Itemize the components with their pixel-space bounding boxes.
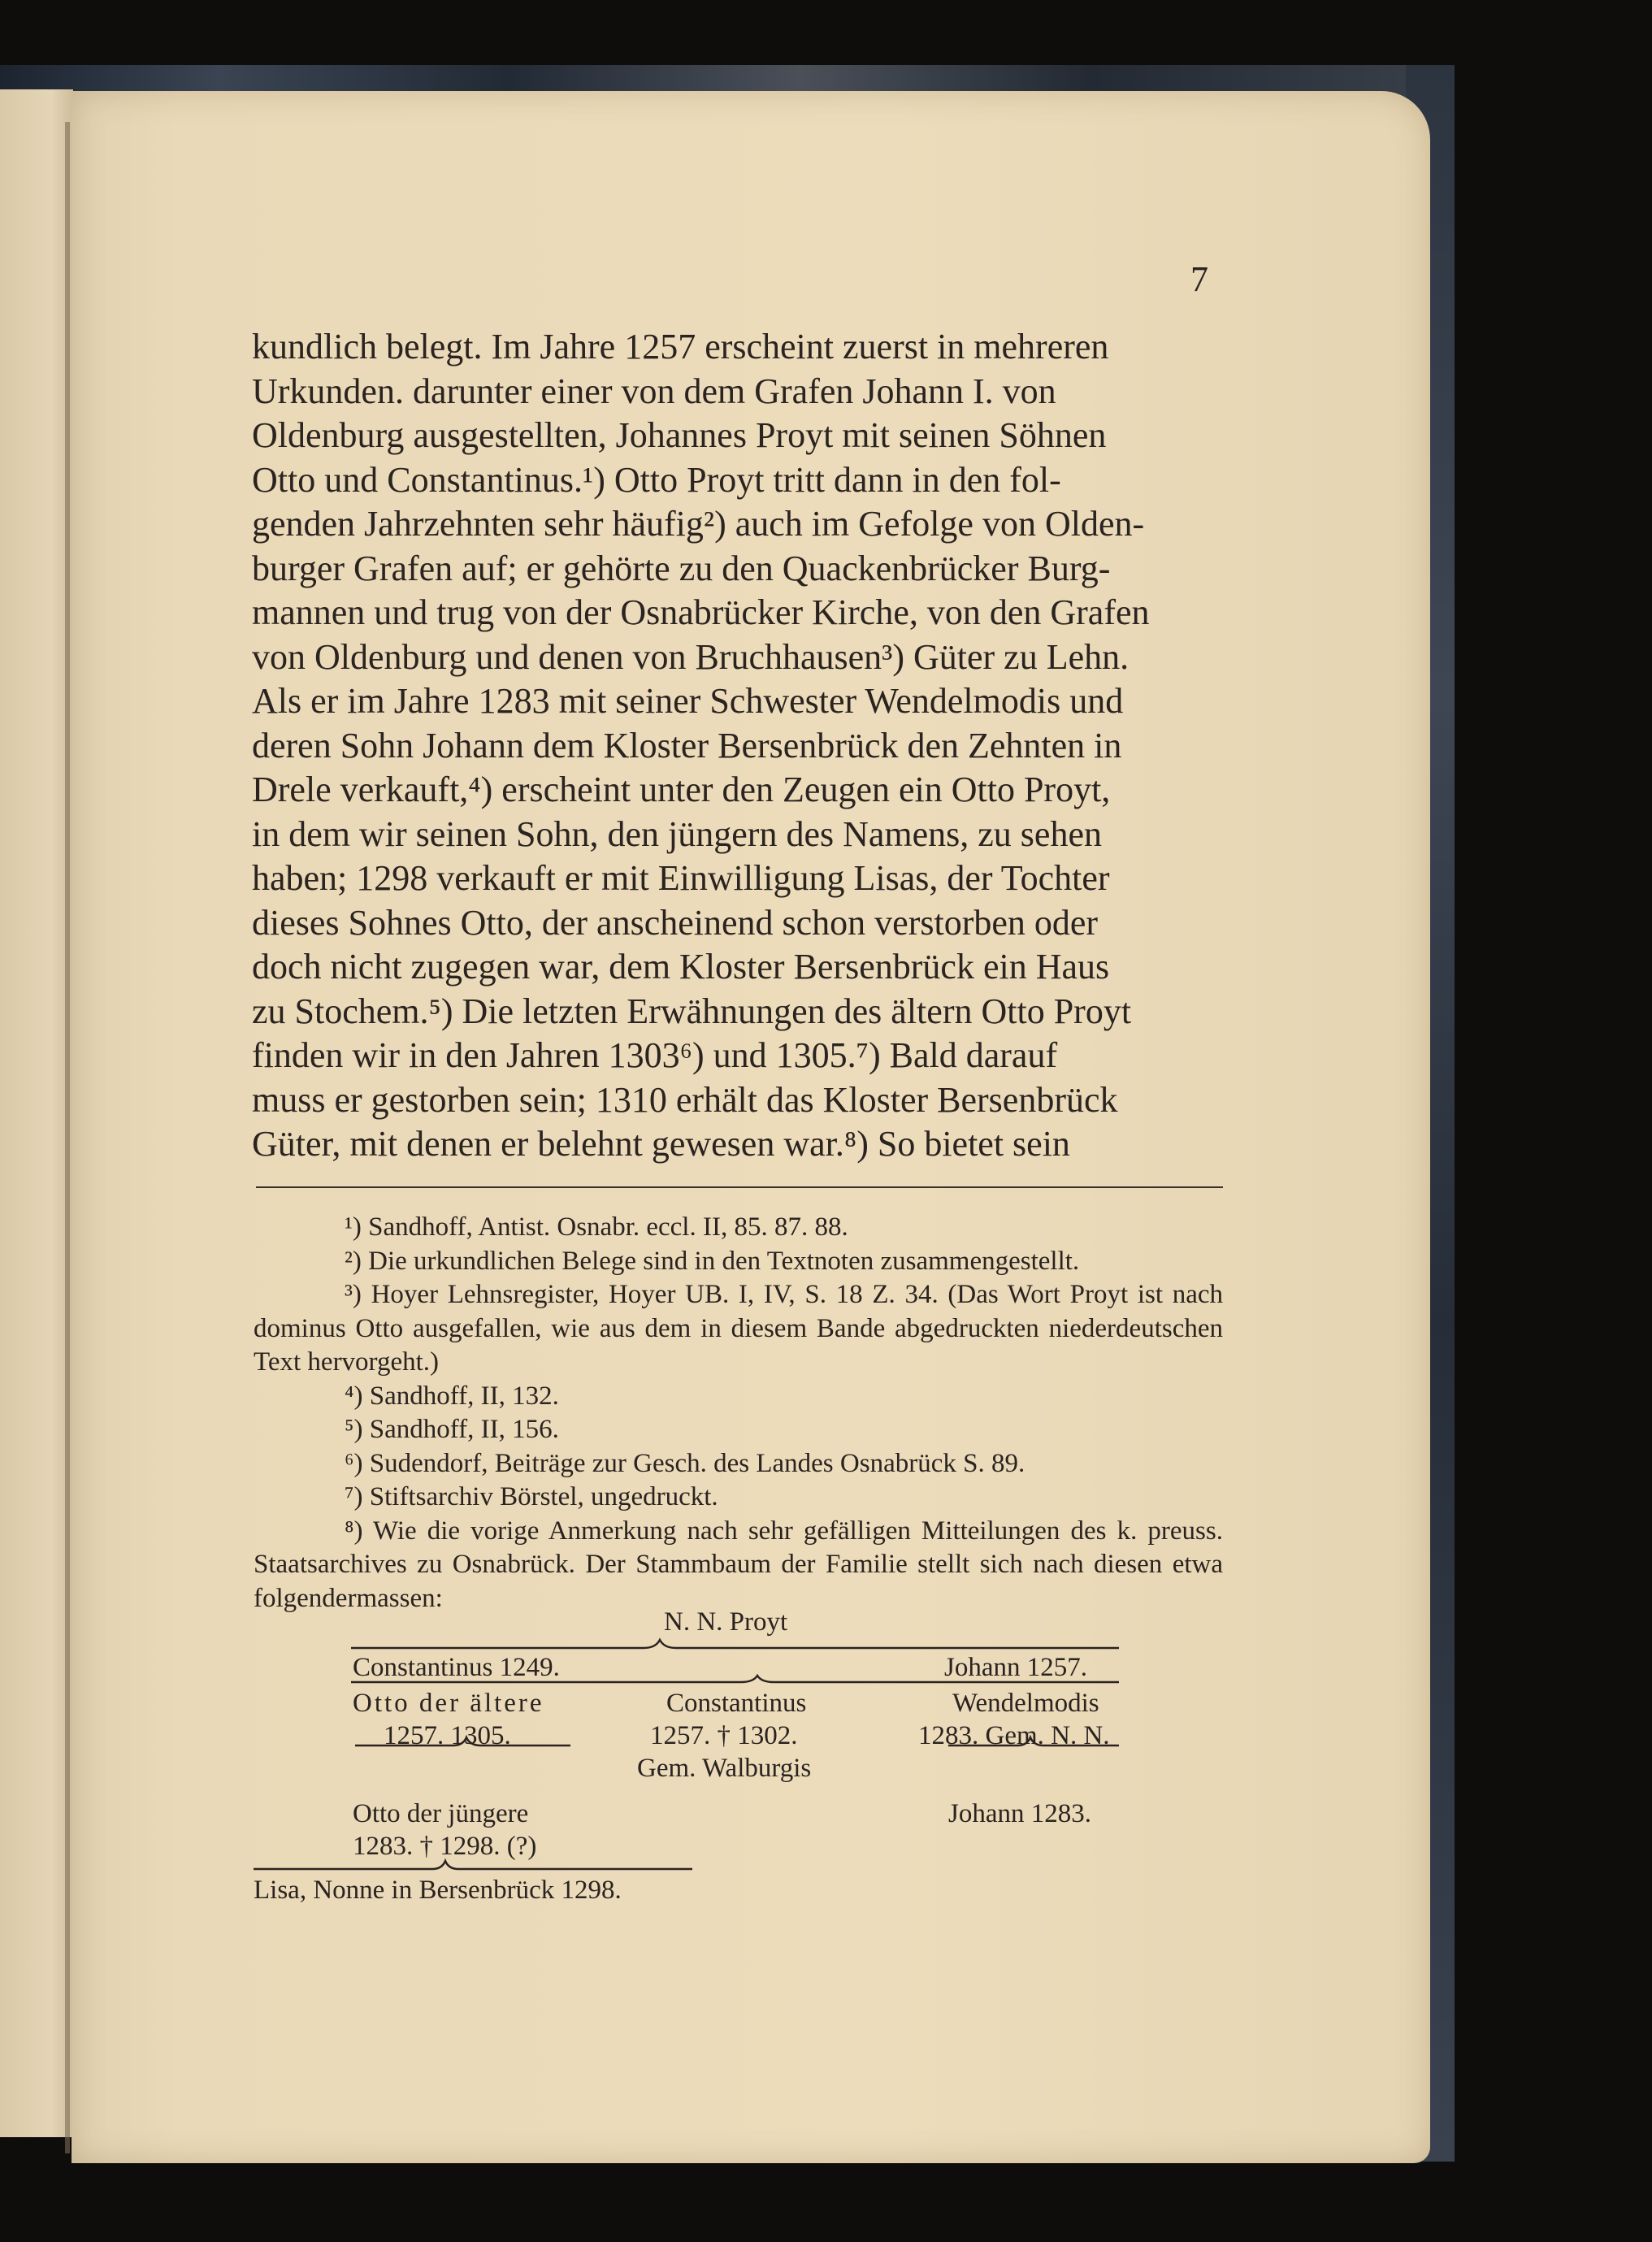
footnote-mark: ⁷) <box>345 1482 363 1511</box>
footnote-text: Sudendorf, Beiträge zur Gesch. des Landes Osnabrück S. 89. <box>369 1448 1025 1478</box>
body-line: burger Grafen auf; er gehörte zu den Quackenbrücker Burg- <box>252 548 1111 588</box>
footnote-divider <box>256 1186 1223 1188</box>
body-line: finden wir in den Jahren 1303⁶) und 1305.⁷) Bald darauf <box>252 1035 1058 1075</box>
page-gutter <box>65 122 70 2153</box>
body-line: kundlich belegt. Im Jahre 1257 erscheint zuerst in mehreren <box>252 327 1109 366</box>
footnote-text: Stiftsarchiv Börstel, ungedruckt. <box>369 1482 718 1511</box>
footnote-mark: ⁵) <box>345 1415 363 1444</box>
tree-node-wendelmodis-dates: 1283. Gem. N. N. <box>918 1721 1110 1750</box>
tree-node-johann-1283: Johann 1283. <box>948 1799 1091 1828</box>
tree-node-wendelmodis: Wendelmodis <box>952 1689 1099 1718</box>
footnote-mark: ⁸) <box>345 1516 363 1546</box>
footnote-text: Hoyer Lehnsregister, Hoyer UB. I, IV, S. 18 Z. 34. (Das Wort Proyt ist nach dominus Otto ausgefallen, wie aus dem in diesem Bande abgedruckten niederdeutschen Text hervorgeht.) <box>254 1280 1224 1377</box>
tree-node-lisa: Lisa, Nonne in Bersenbrück 1298. <box>254 1876 622 1905</box>
body-line: doch nicht zugegen war, dem Kloster Bersenbrück ein Haus <box>252 947 1110 987</box>
body-line: von Oldenburg und denen von Bruchhausen³) Güter zu Lehn. <box>252 636 1130 677</box>
body-line: genden Jahrzehnten sehr häufig²) auch im Gefolge von Olden- <box>252 504 1145 544</box>
footnote-text: Wie die vorige Anmerkung nach sehr gefälligen Mitteilungen des k. preuss. Staatsarchives zu Osnabrück. Der Stammbaum der Familie stellt sich nach diesen etwa folgendermassen: <box>254 1516 1223 1613</box>
body-line: Drele verkauft,⁴) erscheint unter den Zeugen ein Otto Proyt, <box>252 770 1111 809</box>
tree-node-constantinus-dates: 1257. † 1302. <box>650 1721 798 1750</box>
tree-node-otto-juengere: Otto der jüngere <box>353 1799 529 1828</box>
facing-page-edge <box>0 89 73 2137</box>
body-line: Als er im Jahre 1283 mit seiner Schwester Wendelmodis und <box>252 681 1124 721</box>
body-line: muss er gestorben sein; 1310 erhält das Kloster Bersenbrück <box>252 1079 1118 1120</box>
body-line: in dem wir seinen Sohn, den jüngern des Namens, zu sehen <box>252 813 1102 854</box>
body-line: Oldenburg ausgestellten, Johannes Proyt mit seinen Söhnen <box>252 415 1107 455</box>
footnote-text: Sandhoff, II, 156. <box>369 1415 559 1444</box>
footnote-mark: ⁶) <box>345 1448 363 1478</box>
body-line: zu Stochem.⁵) Die letzten Erwähnungen des ältern Otto Proyt <box>252 991 1132 1031</box>
body-line: Güter, mit denen er belehnt gewesen war.⁸) So bietet sein <box>252 1124 1070 1164</box>
footnotes <box>254 1211 1223 1615</box>
body-line: Otto und Constantinus.¹) Otto Proyt tritt dann in den fol- <box>252 459 1061 500</box>
tree-node-otto-aeltere-dates: 1257. 1305. <box>384 1721 511 1750</box>
tree-node-constantinus-1249: Constantinus 1249. <box>353 1653 560 1682</box>
tree-node-johann-1257: Johann 1257. <box>944 1653 1087 1682</box>
footnote <box>254 1211 1223 1245</box>
footnote-text: Sandhoff, II, 132. <box>369 1381 559 1411</box>
body-line: mannen und trug von der Osnabrücker Kirche, von den Grafen <box>252 592 1150 632</box>
body-line: Urkunden. darunter einer von dem Grafen Johann I. von <box>252 371 1056 411</box>
body-line: dieses Sohnes Otto, der anscheinend schon verstorben oder <box>252 902 1099 943</box>
tree-node-otto-aeltere: Otto der ältere <box>353 1689 544 1718</box>
tree-node-constantinus-spouse: Gem. Walburgis <box>637 1754 812 1783</box>
footnote-mark: ¹) <box>345 1212 362 1242</box>
footnote <box>254 1447 1223 1481</box>
tree-brace <box>351 1640 1119 1648</box>
footnote-mark: ⁴) <box>345 1381 363 1411</box>
body-text <box>252 325 1223 1167</box>
tree-brace <box>254 1861 692 1869</box>
tree-node-constantinus: Constantinus <box>666 1689 807 1718</box>
body-line: haben; 1298 verkauft er mit Einwilligung Lisas, der Tochter <box>252 858 1110 898</box>
footnote <box>254 1245 1223 1279</box>
footnote <box>254 1515 1223 1616</box>
footnote <box>254 1380 1223 1414</box>
footnote <box>254 1278 1223 1380</box>
footnote-text: Die urkundlichen Belege sind in den Textnoten zusammengestellt. <box>368 1246 1080 1276</box>
tree-node-otto-juengere-dates: 1283. † 1298. (?) <box>353 1832 537 1861</box>
body-line: deren Sohn Johann dem Kloster Bersenbrück den Zehnten in <box>252 725 1122 765</box>
footnote <box>254 1413 1223 1447</box>
tree-root: N. N. Proyt <box>664 1607 788 1637</box>
page-number: 7 <box>1190 259 1208 299</box>
footnote-mark: ²) <box>345 1246 362 1276</box>
footnote-mark: ³) <box>345 1280 362 1309</box>
family-tree <box>254 1609 1223 1918</box>
footnote <box>254 1481 1223 1515</box>
footnote-text: Sandhoff, Antist. Osnabr. eccl. II, 85. 87. 88. <box>368 1212 848 1242</box>
